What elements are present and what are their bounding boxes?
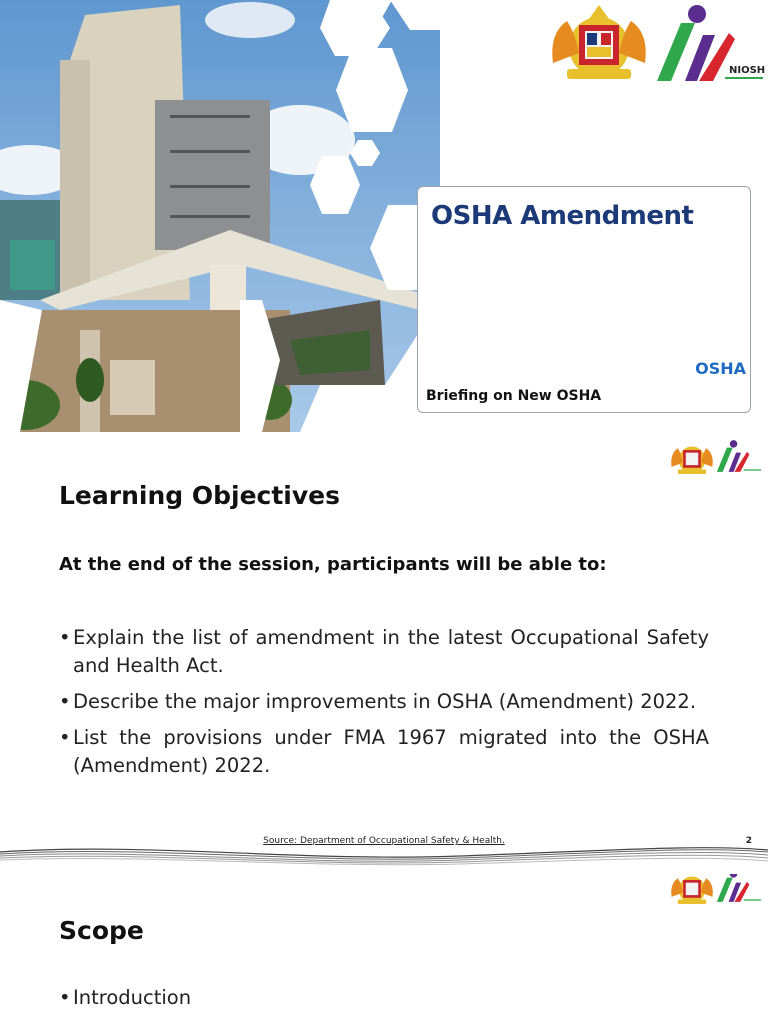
learning-objectives-slide (0, 438, 768, 870)
malaysia-coat-of-arms-logo (545, 3, 653, 83)
title-box (417, 186, 751, 413)
scope-slide (0, 874, 768, 1024)
footer-wave-decoration (0, 842, 768, 870)
page-number: 2 (745, 836, 752, 846)
niosh-logo (655, 3, 765, 83)
objectives-list (59, 624, 709, 788)
objectives-intro: At the end of the session, participants will be able to: (59, 554, 607, 575)
title-tag: OSHA (695, 359, 746, 378)
list-item: • Describe the major improvements in OSHA (Amendment) 2022. (59, 688, 709, 716)
section-heading: Scope (59, 916, 144, 945)
building-photo-collage (0, 0, 440, 432)
title-slide (0, 0, 768, 432)
malaysia-coat-of-arms-logo (668, 440, 716, 476)
niosh-logo (716, 874, 762, 904)
list-item: • Introduction (59, 984, 191, 1012)
malaysia-coat-of-arms-logo (668, 874, 716, 906)
list-item: • Explain the list of amendment in the latest Occupational Safety and Health Act. (59, 624, 709, 680)
section-heading: Learning Objectives (59, 481, 340, 510)
scope-list (59, 984, 191, 1012)
svg-text:NIOSH: NIOSH (729, 65, 765, 76)
slide-title: OSHA Amendment (431, 201, 694, 231)
source-note: Source: Department of Occupational Safety & Health. (263, 836, 505, 846)
slide-subtitle: Briefing on New OSHA (426, 388, 602, 404)
list-item: • List the provisions under FMA 1967 migrated into the OSHA (Amendment) 2022. (59, 724, 709, 780)
niosh-logo (716, 438, 762, 474)
